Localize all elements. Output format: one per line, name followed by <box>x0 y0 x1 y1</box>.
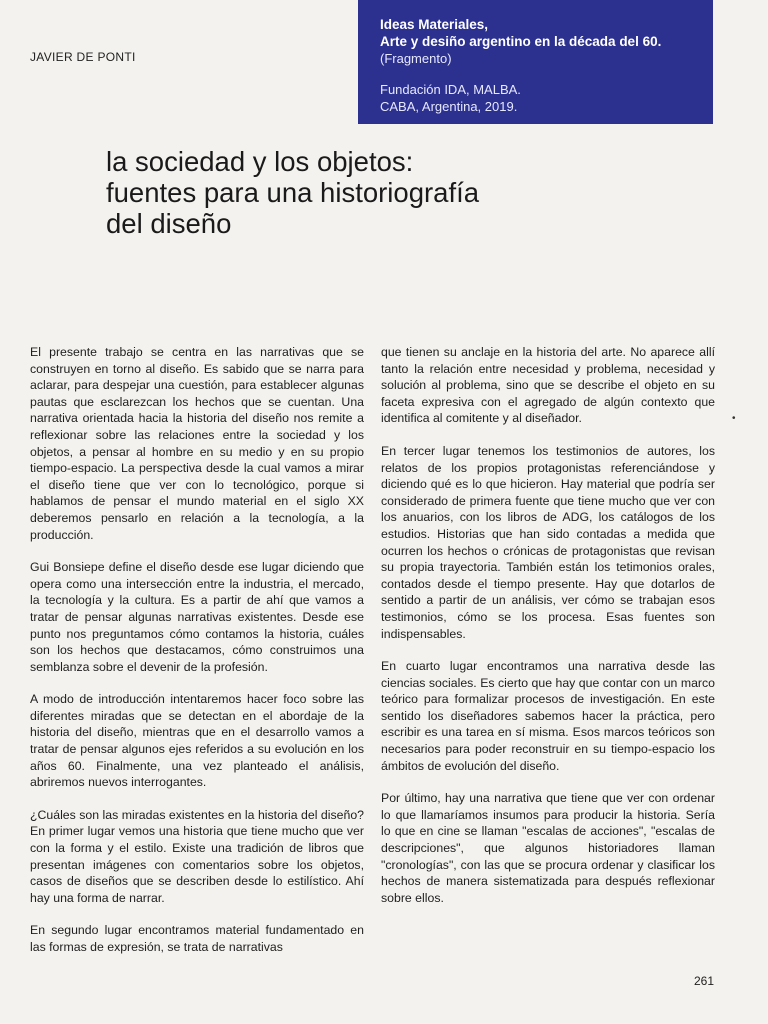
paragraph: En segundo lugar encontramos material fundamentado en las formas de expresión, se trata de narrativas <box>30 923 364 954</box>
right-column <box>381 344 715 922</box>
source-subtitle: Arte y desiño argentino en la década del 60. <box>380 34 662 49</box>
article-title <box>106 146 626 239</box>
paragraph: ¿Cuáles son las miradas existentes en la historia del diseño? En primer lugar vemos una historia que tiene mucho que ver con la forma y el estilo. Existe una tradición de libros que presentan imágenes con comentarios sobre los objetos, casos de diseños que se describen desde lo estilístico. Ahí hay una forma de narrar. <box>30 807 364 905</box>
left-column <box>30 344 364 972</box>
page-number: 261 <box>694 974 715 988</box>
paragraph: Por último, hay una narrativa que tiene que ver con ordenar lo que llamaríamos insumos para producir la historia. Sería lo que en cine se llaman "escalas de acciones", "escalas de descripciones", que algunos historiadores llaman "cronologías", con las que se procura ordenar y clasificar los hechos de manera sistematizada para después reflexionar sobre ellos. <box>381 791 715 905</box>
paragraph: A modo de introducción intentaremos hacer foco sobre las diferentes miradas que se detectan en el abordaje de la historia del diseño, mientras que en el desarrollo vamos a tratar de pensar algunos ejes referidos a su evolución en los años 60. Finalmente, una vez planteado el análisis, abriremos nuevos interrogantes. <box>30 692 364 790</box>
paragraph: El presente trabajo se centra en las narrativas que se construyen en torno al diseño. Es sabido que se narra para aclarar, para despejar una cuestión, para establecer algunas pautas que esclarezcan los hechos que se cuentan. Una narrativa orientada hacia la historia del diseño nos remite a reflexionar sobre las relaciones entre la sociedad y los objetos, a pensar al hombre en su medio y en su propio tiempo-espacio. La perspectiva desde la cual vamos a mirar el diseño tiene que ver con lo tecnológico, porque si hablamos de pensar el mundo material en el siglo XX deberemos pensarlo en relación a la tecnología, a la producción. <box>30 345 364 542</box>
title-line: fuentes para una historiografía <box>106 177 480 208</box>
author-name: JAVIER DE PONTI <box>30 50 136 64</box>
paragraph: En tercer lugar tenemos los testimonios de autores, los relatos de los propios protagonistas referenciándose y diciendo qué es lo que hicieron. Hay material que podría ser considerado de primera fuente que tiene mucho que ver con los anuarios, con los libros de ADG, los catálogos de los estudios. Historias que han sido contadas a medida que ocurren los hechos o crónicas de protagonistas que revisan su propia trayectoria. También están los tetimonios orales, contados desde el tiempo presente. Hay que dotarlos de sentido a partir de un análisis, ver cómo se trabajan esos testimonios, cómo se los procesa. Esas fuentes son indispensables. <box>381 443 715 641</box>
paragraph: que tienen su anclaje en la historia del arte. No aparece allí tanto la relación entre necesidad y problema, necesidad y solución al problema, sino que se describe el objeto en su faceta expresiva con el agregado de algún contexto que identifica al comitente y al diseñador. <box>381 345 715 426</box>
paragraph: Gui Bonsiepe define el diseño desde ese lugar diciendo que opera como una intersección entre la industria, el mercado, la tecnología y la cultura. Es a partir de ahí que vamos a tratar de pensar algunas narrativas existentes. Desde ese punto nos preguntamos cómo contamos la historia, cuáles son los hechos que destacamos, cómo construimos una semblanza sobre el devenir de la profesión. <box>30 560 364 674</box>
title-line: la sociedad y los objetos: <box>106 146 414 177</box>
source-note: (Fragmento) <box>380 51 452 66</box>
source-place: CABA, Argentina, 2019. <box>380 99 518 114</box>
margin-dot-icon: • <box>732 413 736 424</box>
title-line: del diseño <box>106 208 232 239</box>
source-publisher: Fundación IDA, MALBA. <box>380 82 521 97</box>
source-title: Ideas Materiales, <box>380 17 489 32</box>
source-info-box <box>358 0 713 124</box>
paragraph: En cuarto lugar encontramos una narrativa desde las ciencias sociales. Es cierto que hay que contar con un marco teórico para formalizar procesos de investigación. En este sentido los diseñadores sabemos hacer la práctica, pero escribir es una tarea en sí misma. Esos marcos teóricos son necesarios para poder reconstruir en su tiempo-espacio los ámbitos de evolución del diseño. <box>381 659 715 773</box>
